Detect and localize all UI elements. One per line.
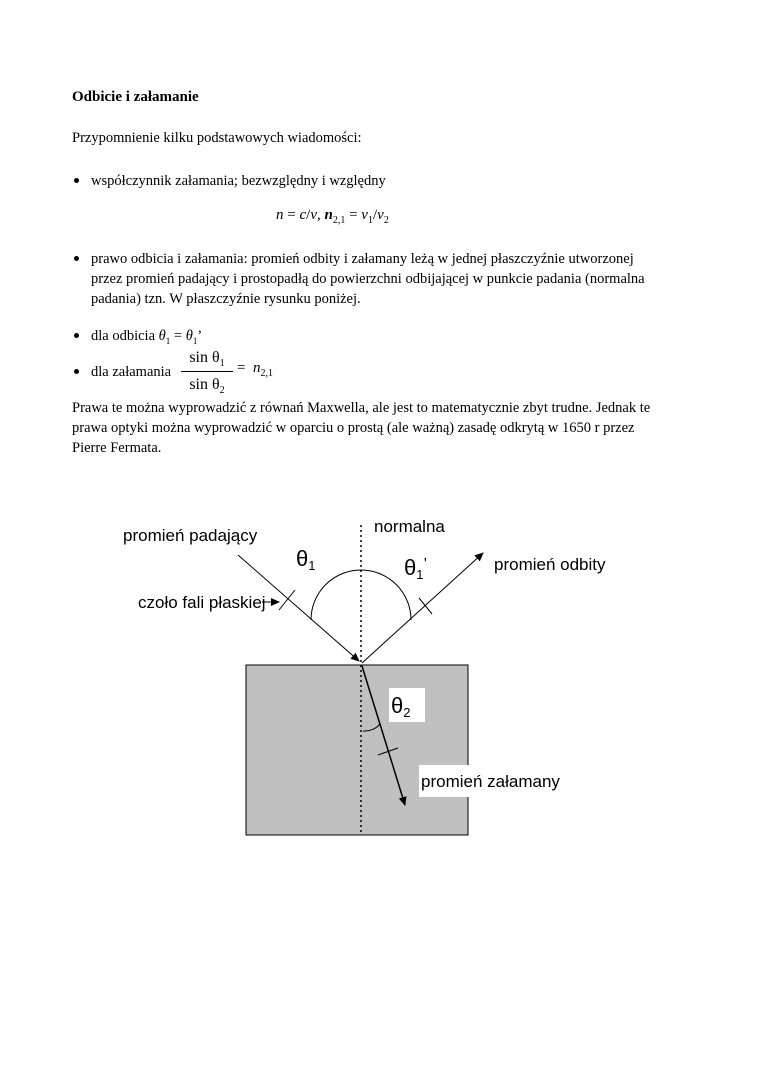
bullet-law-line1: prawo odbicia i załamania: promień odbity i załamany leżą w jednej płaszczyźnie utworzonej [91,251,634,267]
reflected-ray-label: promień odbity [494,555,606,574]
incident-ray-label: promień padający [123,526,258,545]
snell-numerator: $\sin \theta_1$ [189,349,225,370]
page-title: Odbicie i załamanie [72,89,199,105]
refractive-index-formula: n = c/v, $n_{2,1} = v_1/v_2$ [276,207,389,226]
para2-line1: Prawa te można wyprowadzić z równań Maxwella, ale jest to matematycznie zbyt trudne. Jednak te [72,400,651,416]
wavefront-label: czoło fali płaskiej [138,593,266,612]
theta1-label: θ1 [296,546,316,573]
snell-denominator: $\sin \theta_2$ [189,376,225,397]
bullet-refraction-label: dla załamania [91,364,172,380]
normal-label: normalna [374,517,445,536]
bullet-reflection-law: dla odbicia $\theta_1 = \theta_1$’ [91,328,203,346]
refracted-ray-label: promień załamany [421,772,560,791]
intro-text: Przypomnienie kilku podstawowych wiadomości: [72,130,362,146]
bullet-law-line3: padania) tzn. W płaszczyźnie rysunku poniżej. [91,291,361,307]
reflected-wavefront-tick [419,598,432,614]
theta2-label: θ2 [391,693,411,720]
para2-line3: Pierre Fermata. [72,440,162,456]
para2-line2: prawa optyki można wyprowadzić w oparciu o prostą (ale ważną) zasadę odkrytą w 1650 r przez [72,420,635,436]
bullet-refractive-index: współczynnik załamania; bezwzględny i względny [91,173,386,189]
snell-rhs: = $n_{2,1}$ [237,360,273,379]
bullet-law-line2: przez promień padający i prostopadłą do powierzchni odbijającej w punkcie padania (normalna [91,271,645,287]
medium-block [246,665,468,835]
theta1-prime-label: θ1’ [404,555,428,582]
